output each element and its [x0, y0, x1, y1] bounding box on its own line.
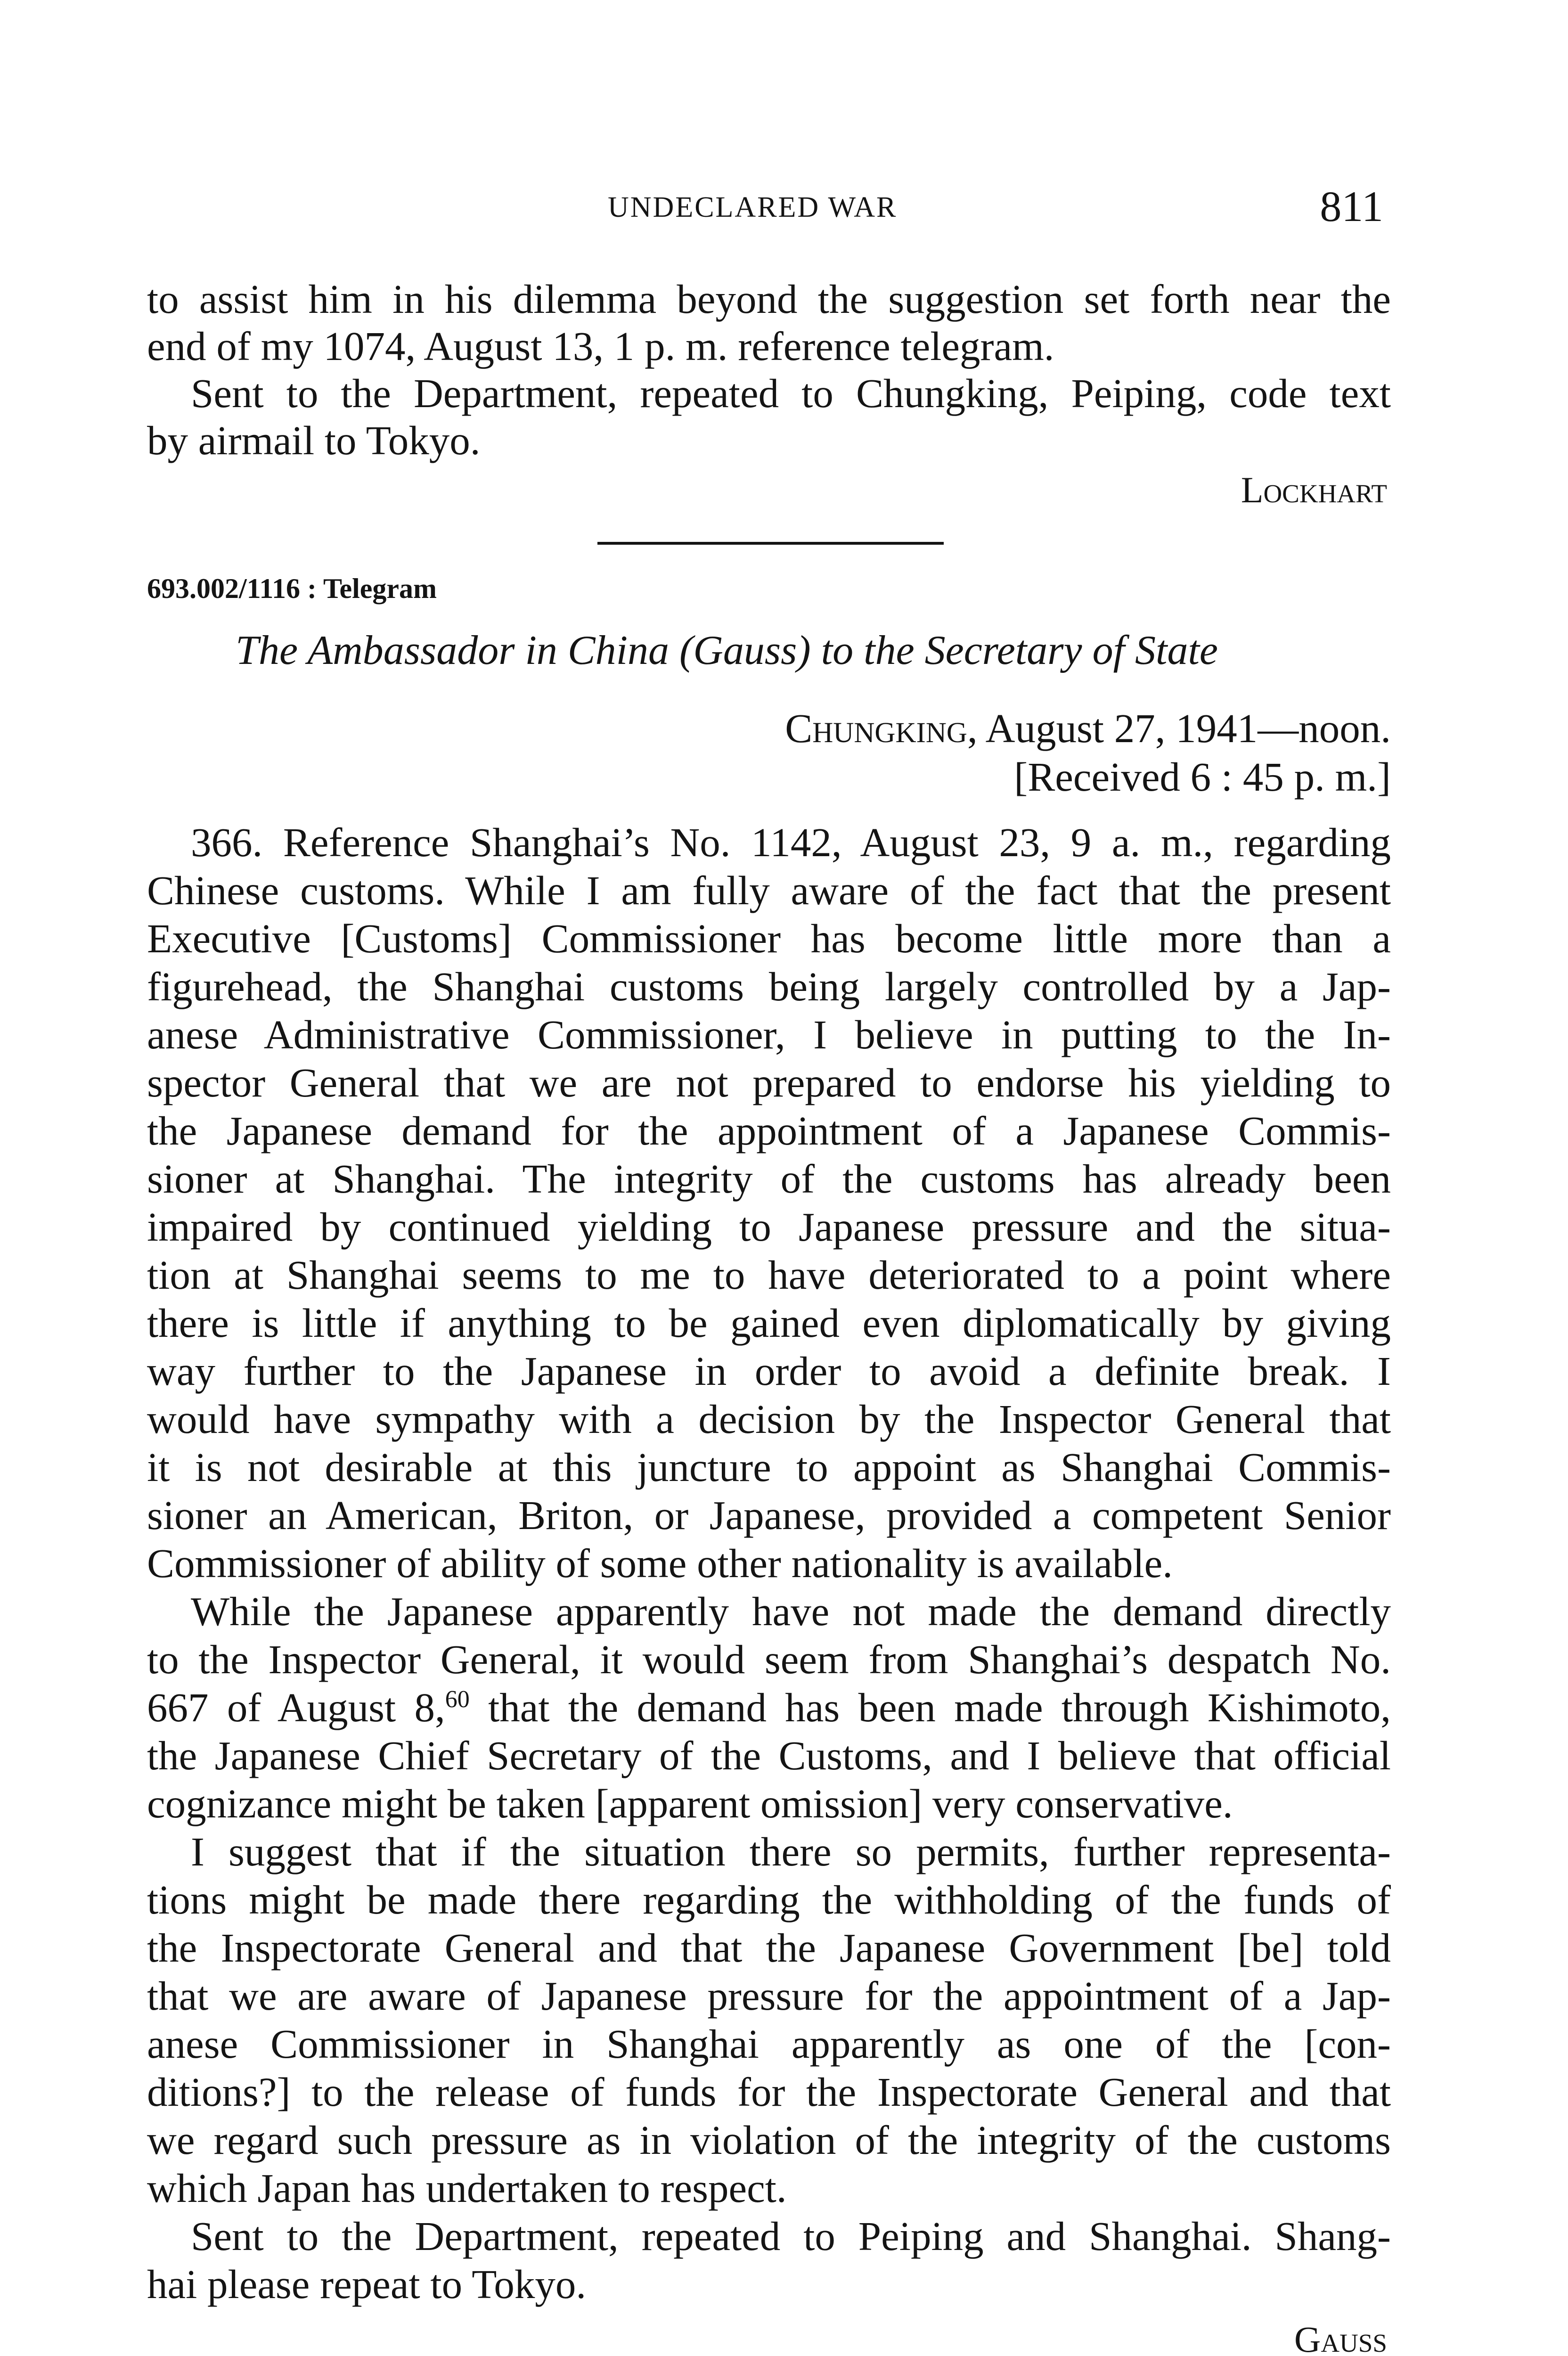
body-line [147, 1684, 1391, 1731]
body-line: spector General that we are not prepared to endorse his yielding to [147, 1060, 1391, 1105]
body-line: Executive [Customs] Commissioner has become little more than a [147, 916, 1391, 961]
body-line: sioner at Shanghai. The integrity of the customs has already been [147, 1156, 1391, 1202]
body-line: Commissioner of ability of some other nationality is available. [147, 1540, 1173, 1586]
body-line: to the Inspector General, it would seem from Shanghai’s despatch No. [147, 1636, 1391, 1682]
body-line: While the Japanese apparently have not made the demand directly [191, 1588, 1391, 1634]
body-line: Chinese customs. While I am fully aware of the fact that the present [147, 867, 1391, 913]
body-line: figurehead, the Shanghai customs being largely controlled by a Jap- [147, 964, 1391, 1009]
body-line: to assist him in his dilemma beyond the suggestion set forth near the [147, 276, 1391, 322]
running-head: UNDECLARED WAR [608, 191, 898, 223]
body-line: Sent to the Department, repeated to Chungking, Peiping, code text [191, 370, 1391, 416]
dateline [785, 704, 1391, 752]
body-line: Sent to the Department, repeated to Peiping and Shanghai. Shang- [191, 2213, 1391, 2259]
body-line: tions might be made there regarding the withholding of the funds of [147, 1877, 1391, 1922]
body-line: ditions?] to the release of funds for the Inspectorate General and that [147, 2069, 1391, 2115]
body-line: that we are aware of Japanese pressure for the appointment of a Jap- [147, 1973, 1391, 2019]
body-line: anese Commissioner in Shanghai apparently as one of the [con- [147, 2021, 1391, 2067]
signature-gauss: Gauss [1294, 2319, 1387, 2356]
body-line: way further to the Japanese in order to avoid a definite break. I [147, 1348, 1391, 1394]
body-line: anese Administrative Commissioner, I believe in putting to the In- [147, 1012, 1391, 1057]
body-line: I suggest that if the situation there so permits, further representa- [191, 1829, 1391, 1874]
line-text: that the demand has been made through Kishimoto, [469, 1685, 1391, 1730]
footnote-reference: 60 [445, 1686, 470, 1713]
dateline-place: Chungking [785, 705, 967, 751]
body-line: it is not desirable at this juncture to appoint as Shanghai Commis- [147, 1444, 1391, 1490]
body-line: end of my 1074, August 13, 1 p. m. reference telegram. [147, 323, 1054, 369]
file-number: 693.002/1116 : Telegram [147, 573, 437, 604]
body-line: tion at Shanghai seems to me to have deteriorated to a point where [147, 1252, 1391, 1298]
body-line: sioner an American, Briton, or Japanese, provided a competent Senior [147, 1492, 1391, 1538]
body-line: the Japanese Chief Secretary of the Customs, and I believe that official [147, 1733, 1391, 1778]
signature-lockhart: Lockhart [1241, 469, 1387, 510]
body-line: cognizance might be taken [apparent omission] very conservative. [147, 1781, 1233, 1826]
line-text: 667 of August 8, [147, 1685, 445, 1730]
body-line: which Japan has undertaken to respect. [147, 2165, 787, 2211]
body-line: the Japanese demand for the appointment of a Japanese Commis- [147, 1108, 1391, 1153]
body-line: we regard such pressure as in violation of the integrity of the customs [147, 2117, 1391, 2163]
body-line: the Inspectorate General and that the Japanese Government [be] told [147, 1925, 1391, 1971]
body-line: by airmail to Tokyo. [147, 417, 481, 463]
body-line: 366. Reference Shanghai’s No. 1142, August 23, 9 a. m., regarding [191, 819, 1391, 865]
received-time: [Received 6 : 45 p. m.] [1014, 754, 1391, 800]
section-divider [597, 542, 944, 545]
body-line: would have sympathy with a decision by the Inspector General that [147, 1396, 1391, 1442]
body-line: impaired by continued yielding to Japanese pressure and the situa- [147, 1204, 1391, 1250]
body-line: there is little if anything to be gained even diplomatically by giving [147, 1300, 1391, 1346]
document-heading: The Ambassador in China (Gauss) to the Secretary of State [236, 628, 1218, 673]
body-line: hai please repeat to Tokyo. [147, 2261, 587, 2307]
page-number: 811 [1320, 182, 1383, 230]
dateline-date: , August 27, 1941—noon. [967, 705, 1391, 751]
